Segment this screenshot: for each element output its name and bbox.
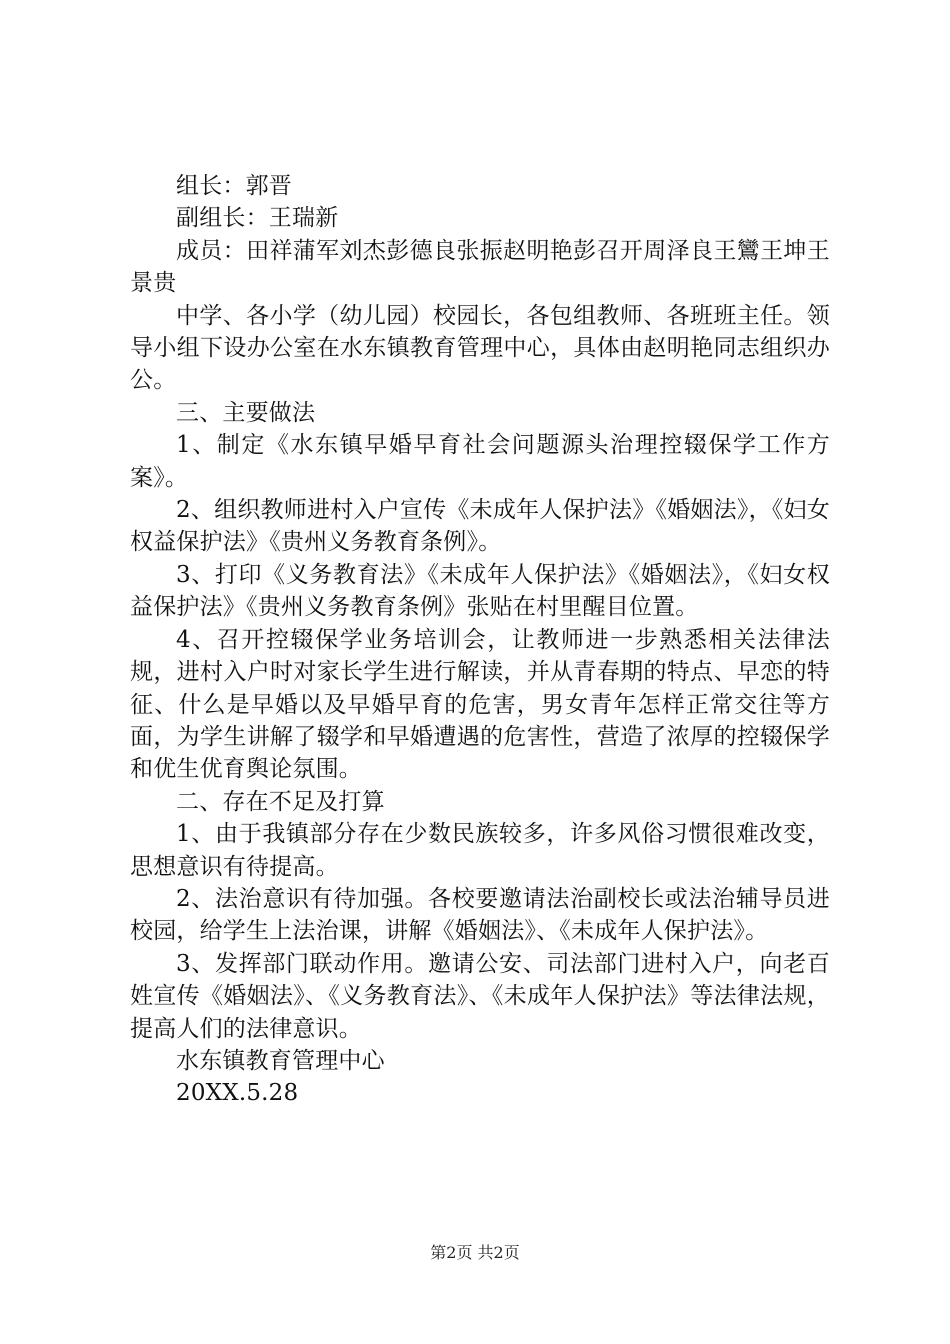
practice-item-3: 3、打印《义务教育法》《未成年人保护法》《婚姻法》，《妇女权益保护法》《贵州义务教育条例》张贴在村里醒目位置。: [130, 561, 830, 621]
leader-line: 组长：郭晋: [176, 173, 292, 199]
signature-date: 20XX.5.28: [176, 1080, 299, 1107]
section-heading-shortcomings: 二、存在不足及打算: [176, 788, 385, 815]
shortcoming-item-3: 3、发挥部门联动作用。邀请公安、司法部门进村入户，向老百姓宣传《婚姻法》、《义务教育法》、《未成年人保护法》等法律法规，提高人们的法律意识。: [130, 950, 830, 1042]
document-body: [130, 170, 830, 1110]
page-footer: 第2页 共2页: [430, 1243, 520, 1262]
members-paragraph: 成员：田祥蒲军刘杰彭德良张振赵明艳彭召开周泽良王鸞王坤王景贵: [130, 237, 830, 297]
shortcoming-item-1: 1、由于我镇部分存在少数民族较多，许多风俗习惯很难改变，思想意识有待提高。: [130, 821, 830, 880]
signature-organization: 水东镇教育管理中心: [176, 1047, 385, 1074]
schools-paragraph: 中学、各小学（幼儿园）校园长，各包组教师、各班班主任。领导小组下设办公室在水东镇教育管理中心，具体由赵明艳同志组织办公。: [130, 302, 830, 394]
practice-item-4: 4、召开控辍保学业务培训会，让教师进一步熟悉相关法律法规，进村入户时对家长学生进行解读，并从青春期的特点、早恋的特征、什么是早婚以及早婚早育的危害，男女青年怎样正常交往等方面，为学生讲解了辍学和早婚遭遇的危害性，营造了浓厚的控辍保学和优生优育舆论氛围。: [130, 626, 830, 783]
deputy-leader-line: 副组长：王瑞新: [176, 205, 339, 232]
practice-item-2: 2、组织教师进村入户宣传《未成年人保护法》《婚姻法》，《妇女权益保护法》《贵州义务教育条例》。: [130, 497, 830, 556]
shortcoming-item-2: 2、法治意识有待加强。各校要邀请法治副校长或法治辅导员进校园，给学生上法治课，讲解《婚姻法》、《未成年人保护法》。: [130, 885, 830, 945]
practice-item-1: 1、制定《水东镇早婚早育社会问题源头治理控辍保学工作方案》。: [130, 432, 830, 491]
section-heading-main-practices: 三、主要做法: [176, 399, 316, 426]
